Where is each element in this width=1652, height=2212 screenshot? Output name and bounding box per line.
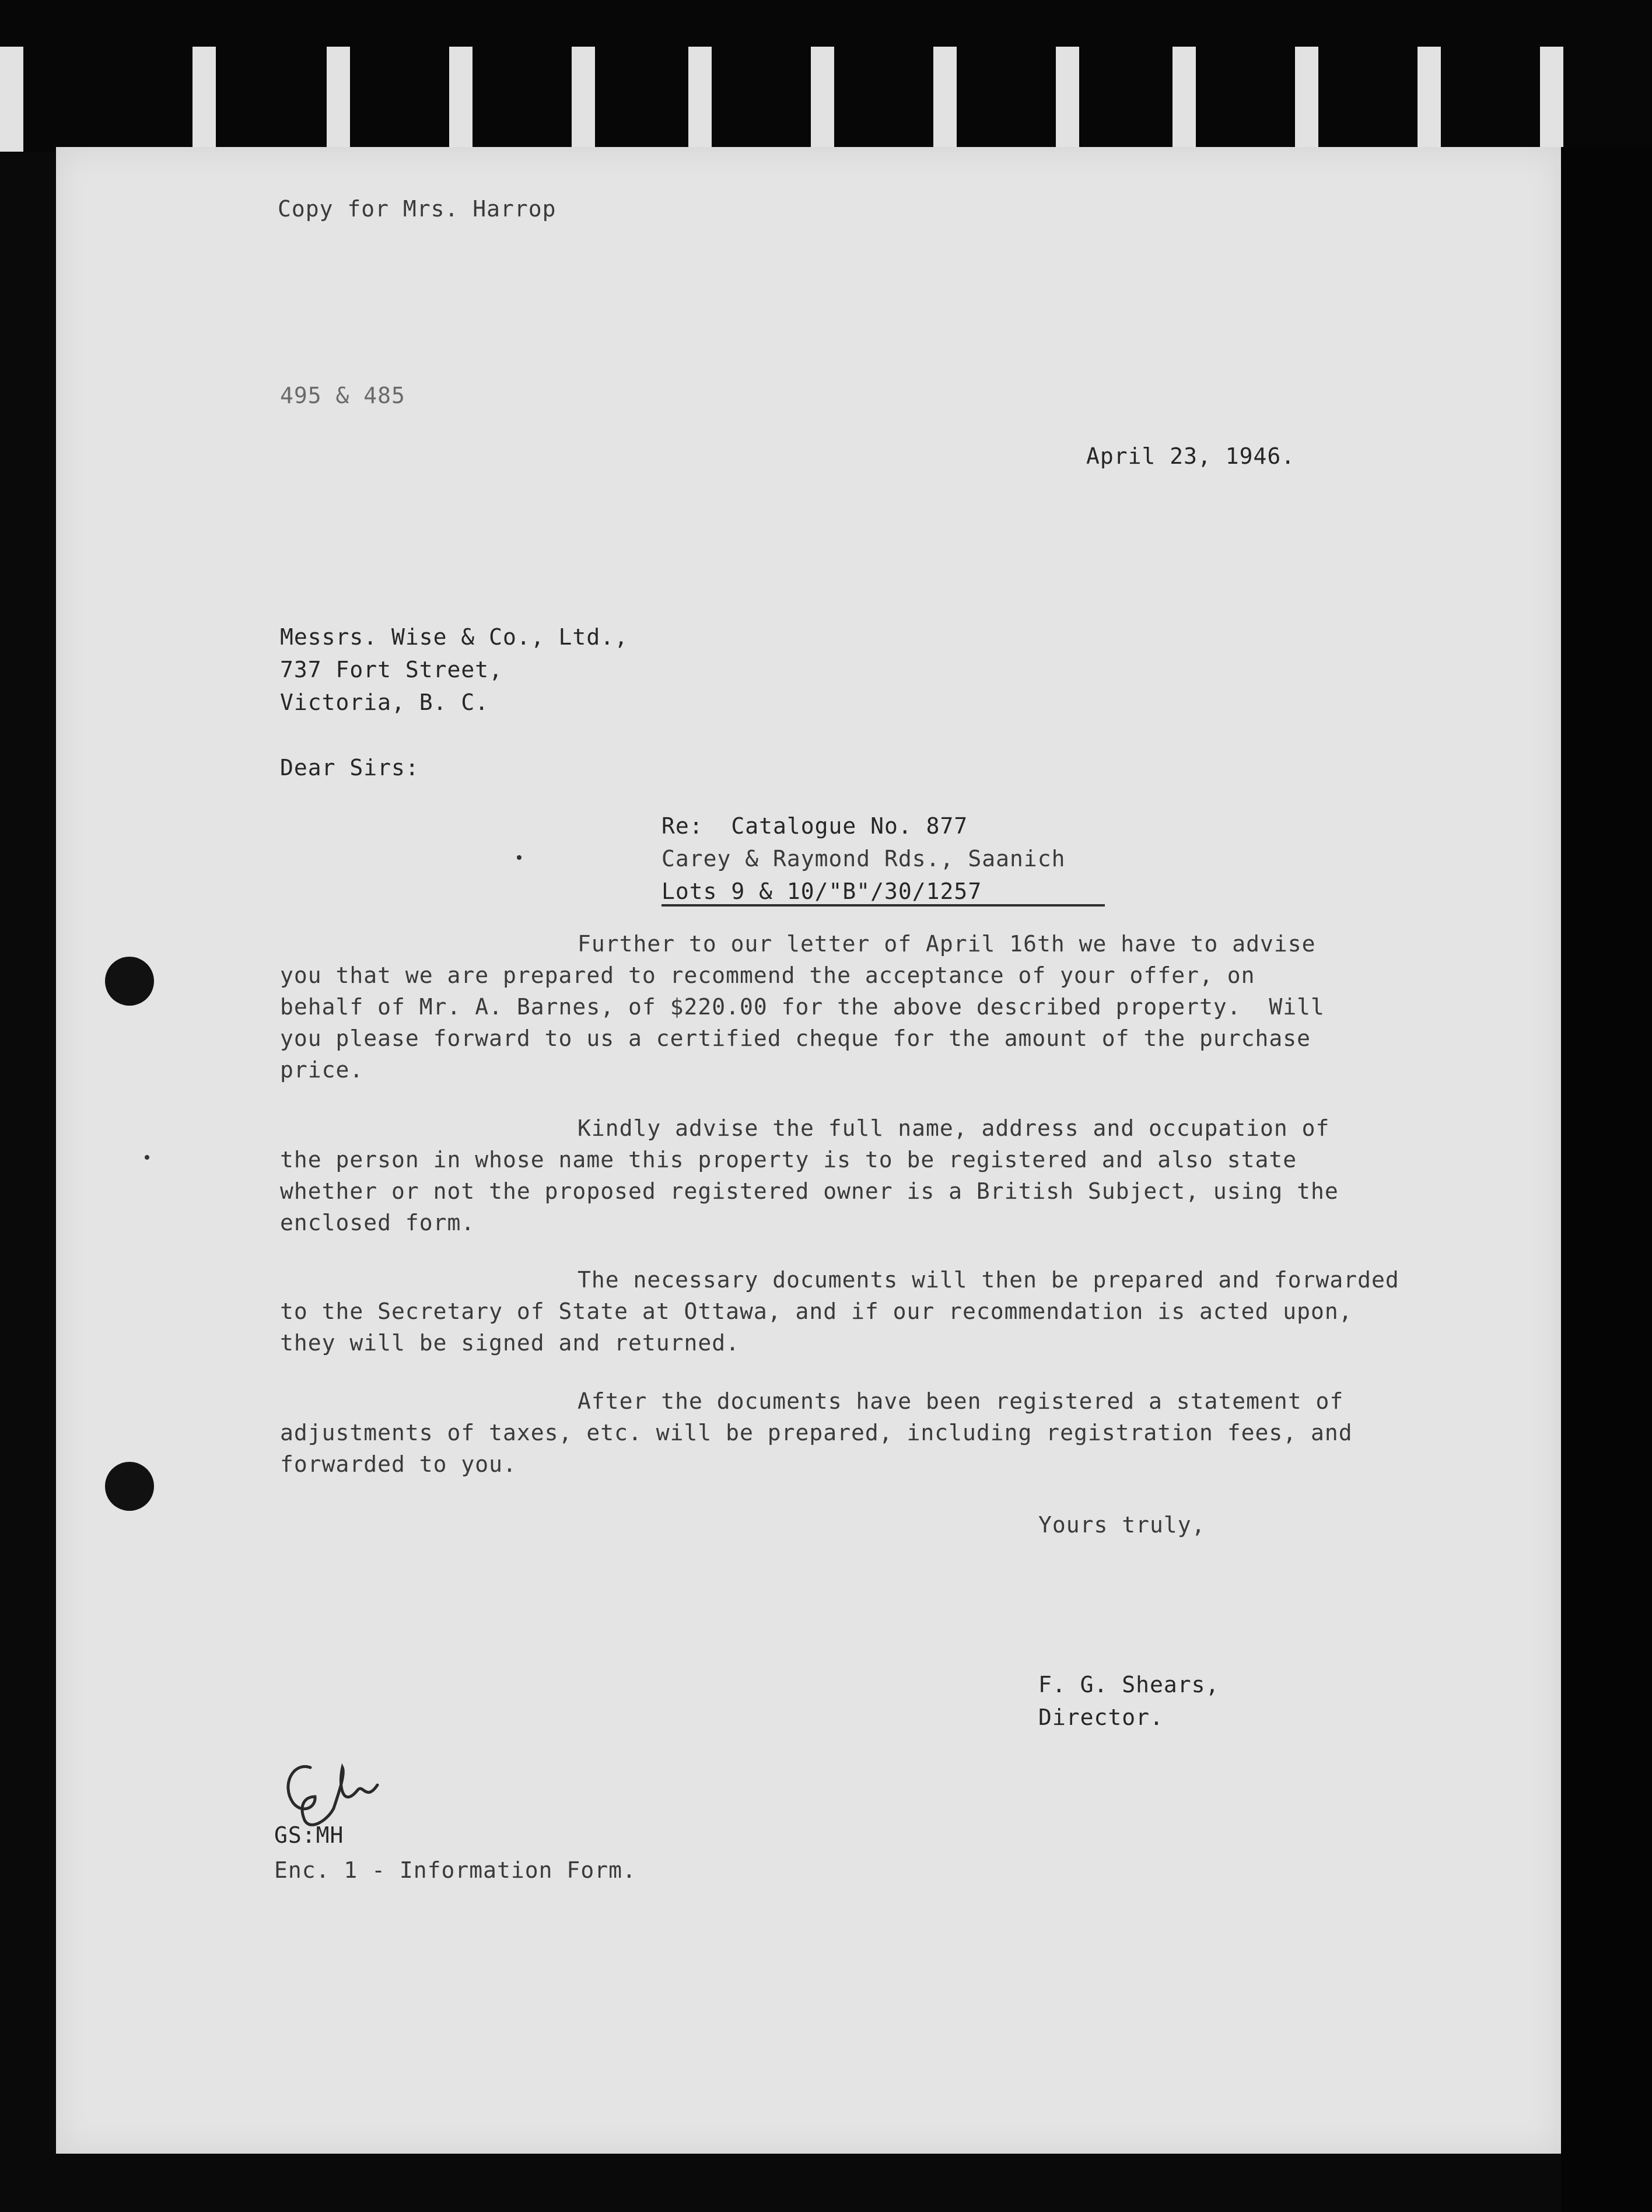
salutation: Dear Sirs: <box>280 755 419 780</box>
subject-line: Re: Catalogue No. 877 <box>662 813 968 839</box>
film-strip-top <box>0 0 1652 152</box>
copy-note: Copy for Mrs. Harrop <box>278 196 556 222</box>
file-number: 495 & 485 <box>280 383 405 408</box>
body-line: forwarded to you. <box>280 1451 517 1477</box>
punch-hole <box>105 1462 154 1511</box>
recipient-line: Victoria, B. C. <box>280 690 489 715</box>
film-sprocket <box>192 47 216 152</box>
film-sprocket <box>0 47 23 152</box>
subject-underline <box>662 904 1105 907</box>
paper-speck <box>517 855 522 860</box>
subject-line: Carey & Raymond Rds., Saanich <box>662 846 1066 872</box>
body-line: adjustments of taxes, etc. will be prepared, including registration fees, and <box>280 1420 1353 1446</box>
film-sprocket <box>1056 47 1079 152</box>
paper-speck <box>145 1155 149 1160</box>
film-sprocket <box>688 47 712 152</box>
film-sprocket <box>449 47 473 152</box>
body-line: Kindly advise the full name, address and occupation of <box>578 1115 1330 1141</box>
film-sprocket <box>1295 47 1318 152</box>
typist-initials: GS:MH <box>274 1822 344 1848</box>
film-sprocket <box>811 47 834 152</box>
body-line: whether or not the proposed registered owner is a British Subject, using the <box>280 1178 1339 1204</box>
recipient-line: 737 Fort Street, <box>280 657 503 682</box>
film-sprocket <box>1172 47 1196 152</box>
signatory-title: Director. <box>1038 1704 1164 1730</box>
closing: Yours truly, <box>1038 1512 1206 1538</box>
subject-line: Lots 9 & 10/"B"/30/1257 <box>662 878 982 904</box>
body-line: enclosed form. <box>280 1210 475 1236</box>
signatory-name: F. G. Shears, <box>1038 1672 1220 1698</box>
body-line: price. <box>280 1057 364 1083</box>
body-line: they will be signed and returned. <box>280 1330 740 1356</box>
film-sprocket <box>933 47 957 152</box>
body-line: the person in whose name this property is to be registered and also state <box>280 1147 1297 1172</box>
letter-date: April 23, 1946. <box>1086 443 1296 469</box>
body-line: behalf of Mr. A. Barnes, of $220.00 for the above described property. Will <box>280 994 1325 1020</box>
body-line: to the Secretary of State at Ottawa, and if our recommendation is acted upon, <box>280 1298 1353 1324</box>
film-sprocket <box>327 47 350 152</box>
body-line: you please forward to us a certified cheque for the amount of the purchase <box>280 1026 1311 1051</box>
film-sprocket <box>1418 47 1441 152</box>
film-edge-right <box>1561 147 1652 2212</box>
body-line: you that we are prepared to recommend the acceptance of your offer, on <box>280 963 1255 988</box>
body-line: The necessary documents will then be prepared and forwarded <box>578 1267 1399 1293</box>
body-line: After the documents have been registered a statement of <box>578 1388 1344 1414</box>
enclosure-note: Enc. 1 - Information Form. <box>274 1857 636 1883</box>
body-line: Further to our letter of April 16th we have to advise <box>578 931 1316 957</box>
film-sprocket <box>572 47 595 152</box>
recipient-line: Messrs. Wise & Co., Ltd., <box>280 624 628 650</box>
film-sprocket <box>1540 47 1563 152</box>
punch-hole <box>105 957 154 1006</box>
